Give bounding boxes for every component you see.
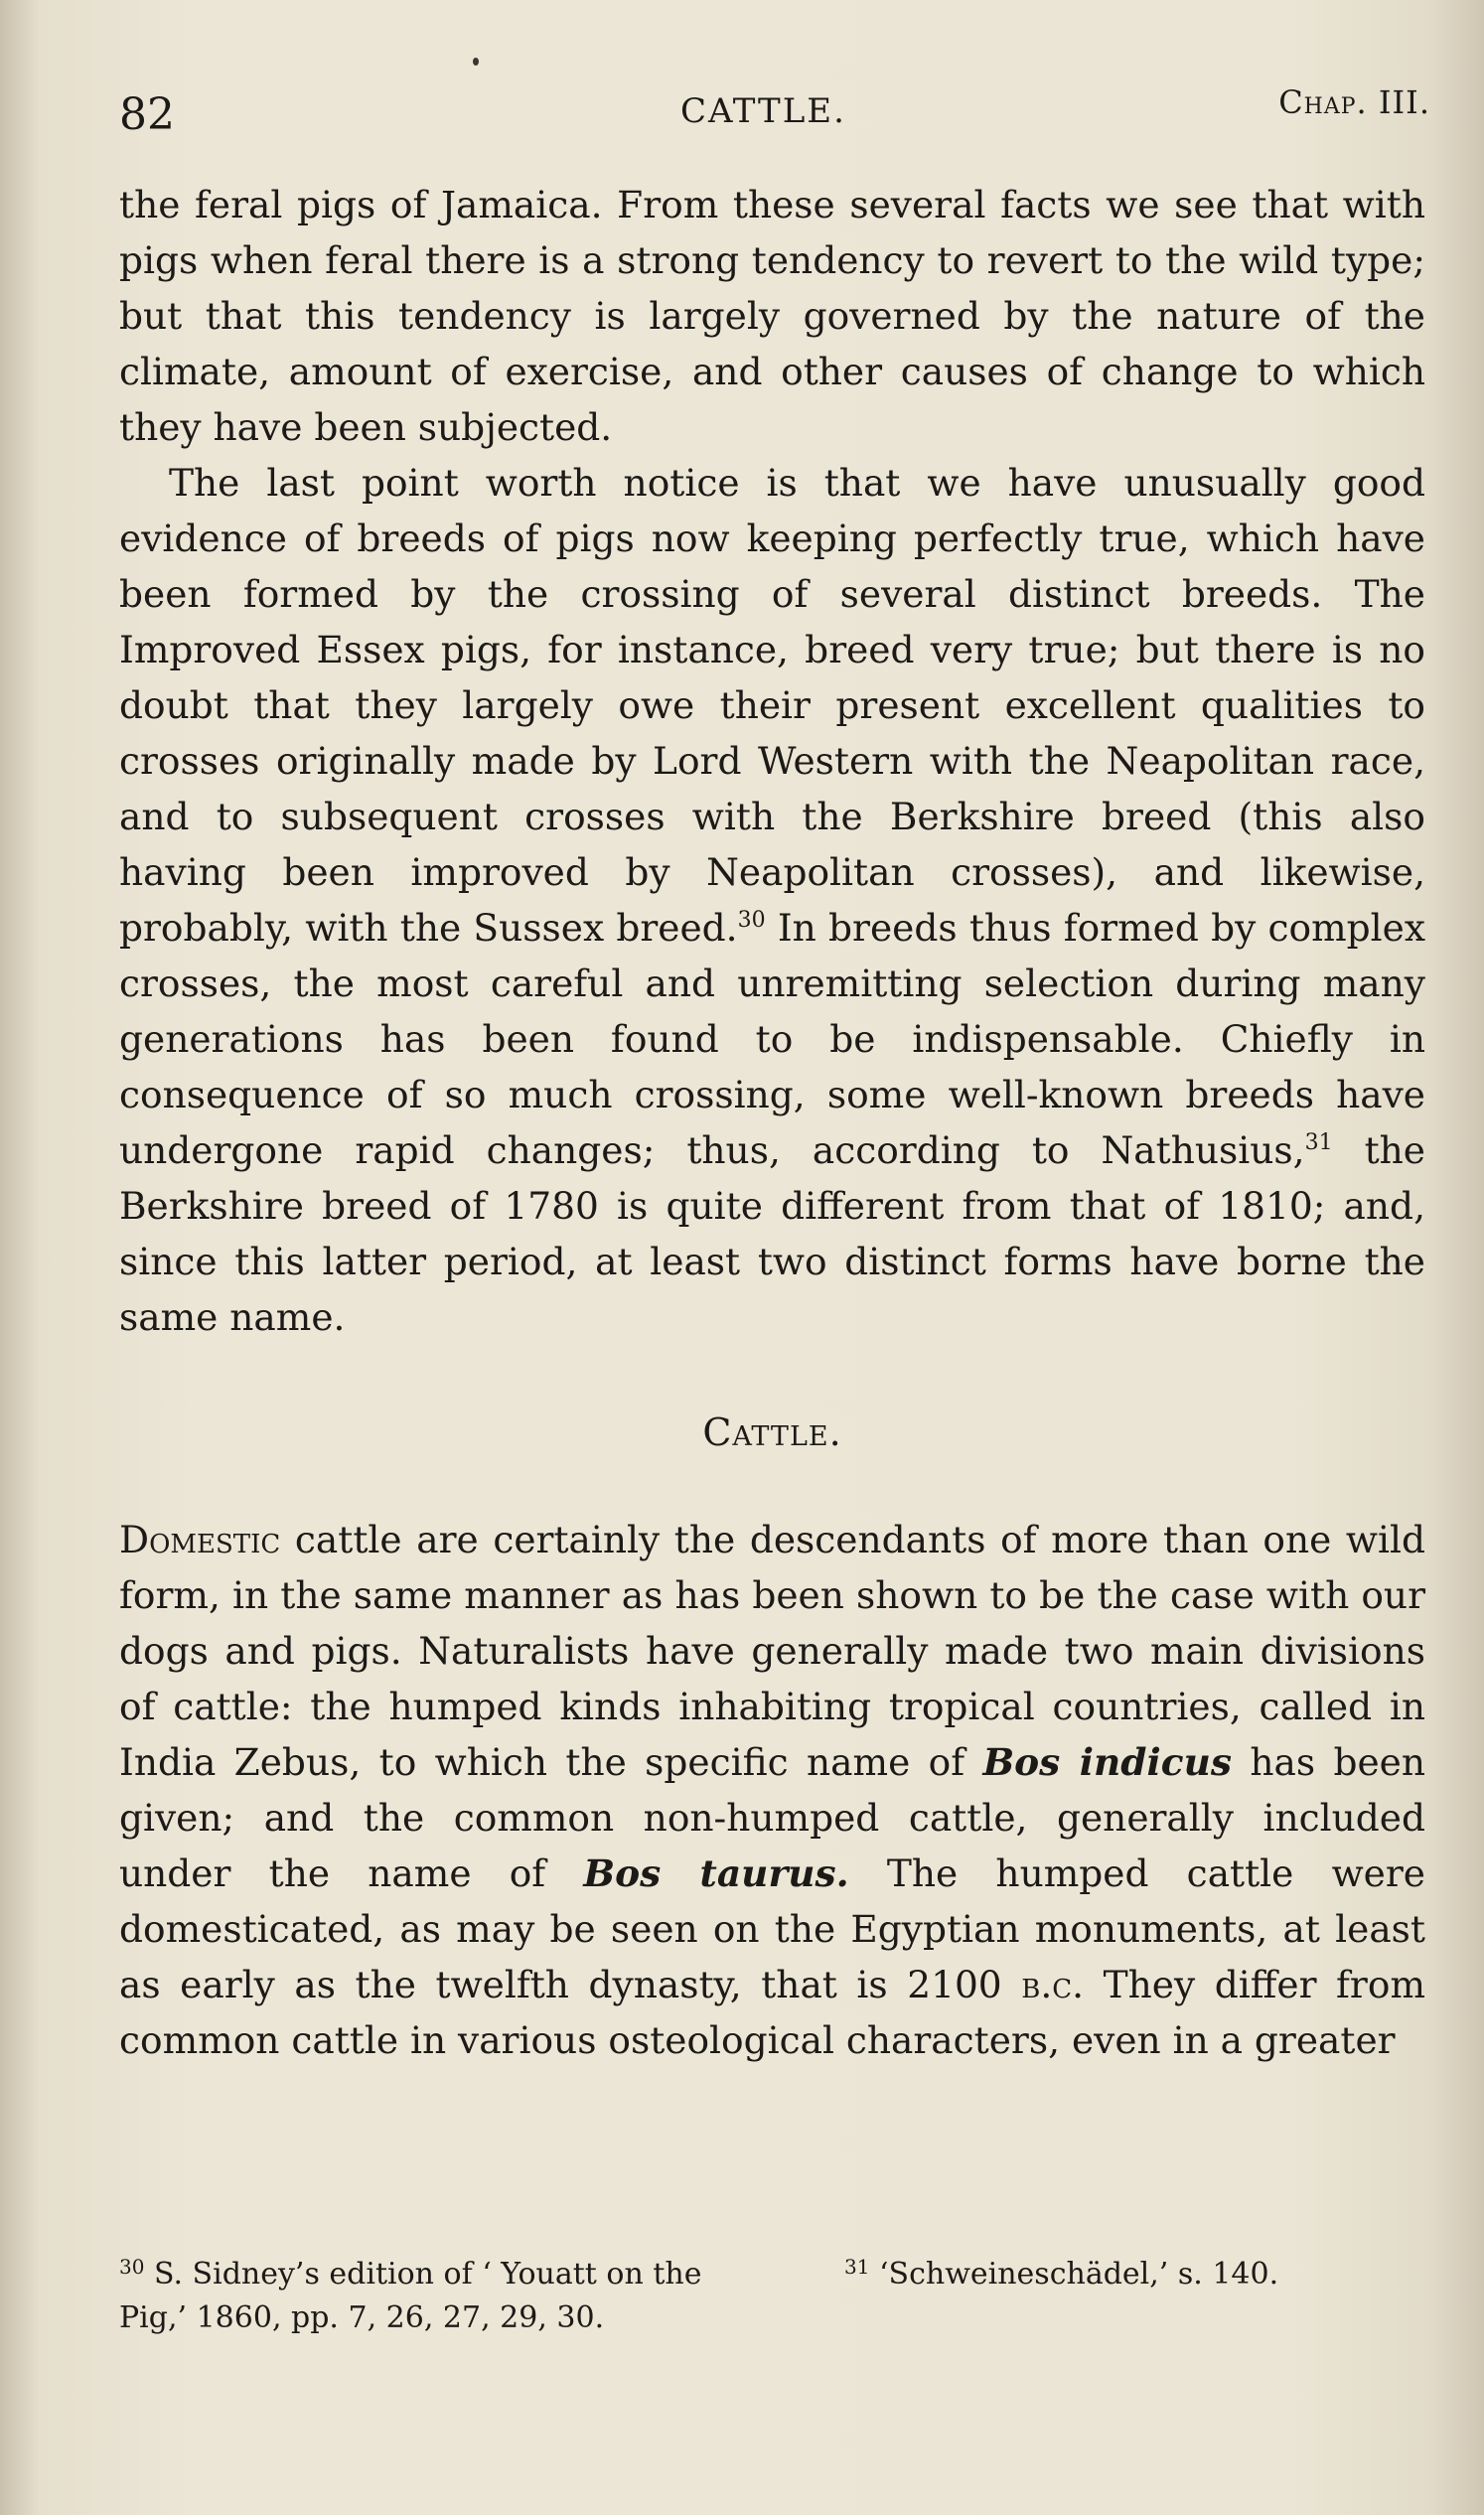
paragraph-text: In breeds thus formed by complex crosses, the most careful and unremitting selection during many generations has been found to be indispensable. Chiefly in consequence of so much crossing, some well-known breeds have undergone rapid changes; thus, according to Nathusius,: [119, 906, 1425, 1172]
footnote-ref[interactable]: 31: [1304, 1130, 1333, 1155]
paragraph: [119, 1512, 1425, 2068]
footnote-text: S. Sidney’s edition of ‘ Youatt on the Pig,’ 1860, pp. 7, 26, 27, 29, 30.: [119, 2257, 702, 2335]
species-name: Bos indicus: [982, 1740, 1232, 1784]
paragraph-text: the feral pigs of Jamaica. From these several facts we see that with pigs when feral there is a strong tendency to revert to the wild type; but that this tendency is largely governed by the nature of the climate, amount of exercise, and other causes of change to which they have been subjected.: [119, 183, 1425, 449]
paragraph-text: The humped cattle were domesticated, as may be seen on the Egyptian monuments, at least as early as the twelfth dynasty, that is 2100: [119, 1851, 1425, 2006]
footnote: [119, 2253, 755, 2340]
footnote-ref[interactable]: 30: [737, 908, 766, 933]
footnote-text: ‘Schweineschädel,’ s. 140.: [869, 2257, 1279, 2292]
lead-word: Domestic: [119, 1518, 281, 1561]
paragraph: [119, 177, 1425, 455]
paragraph-text: has been given; and the common non-humped cattle, generally included under the name of: [119, 1740, 1425, 1895]
section-heading: Cattle.: [702, 1410, 842, 1454]
chapter-label: Chap. III.: [1278, 83, 1430, 121]
paragraph-text: the Berkshire breed of 1780 is quite different from that of 1810; and, since this latter period, at least two distinct forms have borne the same name.: [119, 1128, 1425, 1339]
running-head: CATTLE.: [680, 91, 846, 131]
paragraph-text: cattle are certainly the descendants of more than one wild form, in the same manner as has been shown to be the case with our dogs and pigs. Naturalists have generally made two main divisions of cattle: the humped kinds inhabiting tropical countries, called in India Zebus, to which the specific name of: [119, 1518, 1425, 1784]
paragraph-text: They differ from common cattle in various osteological characters, even in a greater: [119, 1963, 1425, 2062]
era-abbrev: b.c.: [1021, 1963, 1085, 2006]
footnote-number: 30: [119, 2255, 145, 2279]
body-text: [119, 177, 1425, 2068]
page-header: [119, 77, 1430, 147]
footnote: [844, 2253, 1420, 2296]
page-number: 82: [119, 89, 175, 140]
species-name: Bos taurus.: [583, 1851, 849, 1895]
paragraph: [119, 455, 1425, 1345]
paragraph-text: The last point worth notice is that we have unusually good evidence of breeds of pigs now keeping perfectly true, which have been formed by the crossing of several distinct breeds. The Improved Essex pigs, for instance, breed very true; but there is no doubt that they largely owe their present excellent qualities to crosses originally made by Lord Western with the Neapolitan race, and to subsequent crosses with the Berkshire breed (this also having been improved by Neapolitan crosses), and likewise, probably, with the Sussex breed.: [119, 461, 1425, 950]
footnote-number: 31: [844, 2255, 870, 2279]
ink-speck: [473, 58, 479, 66]
